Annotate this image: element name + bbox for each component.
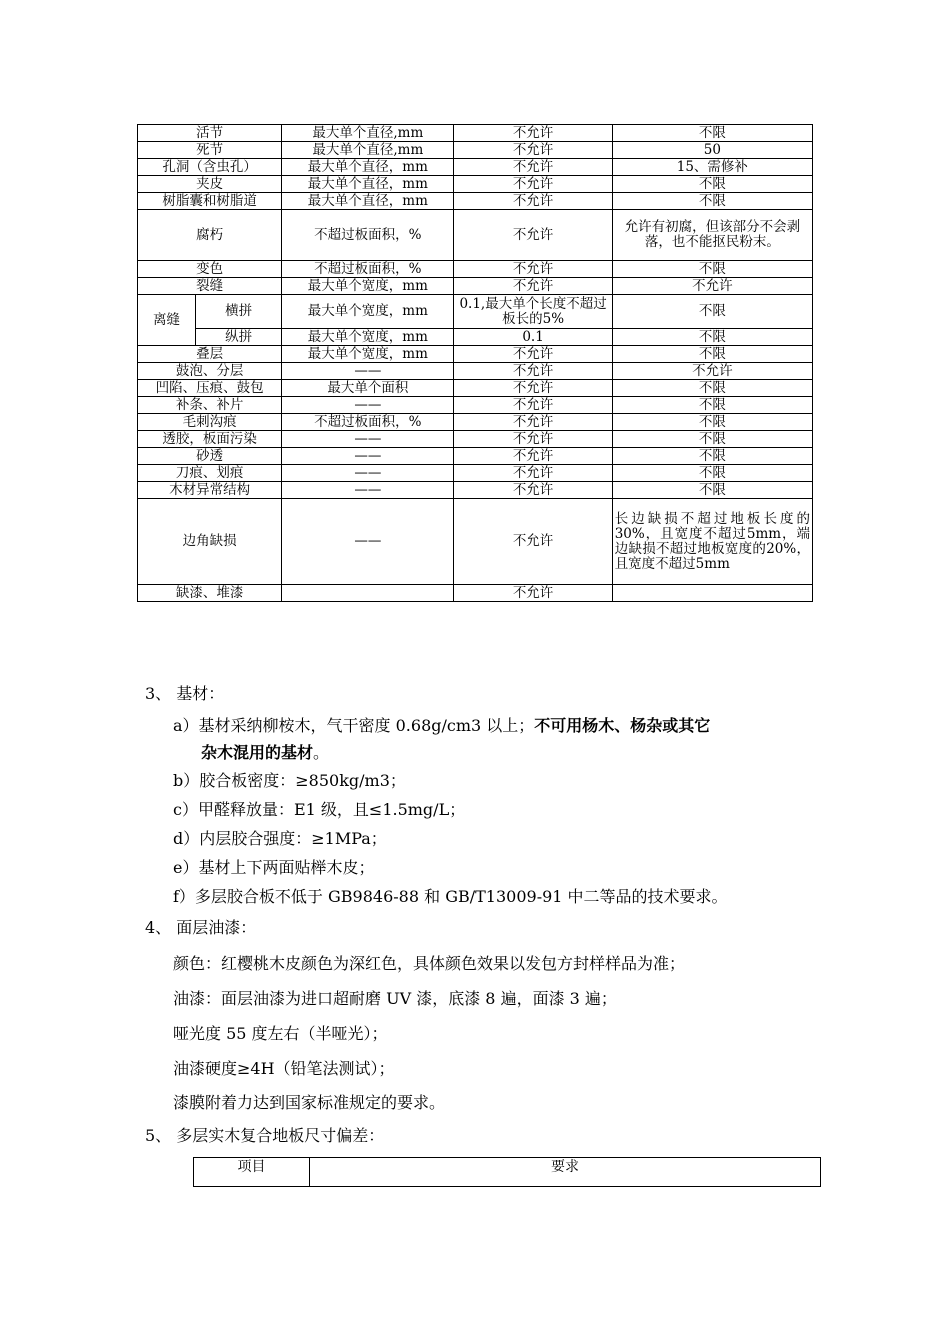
defect-limit: 不限: [612, 329, 812, 346]
defect-measure: 最大单个直径，mm: [282, 193, 454, 210]
defect-name: 刀痕、划痕: [138, 465, 282, 482]
defect-name: 木材异常结构: [138, 482, 282, 499]
defect-limit: 0.1,最大单个长度不超过板长的5%: [454, 295, 612, 329]
table-row: [138, 397, 813, 414]
defect-measure: ——: [282, 465, 454, 482]
defect-limit: 不允许: [454, 482, 612, 499]
defect-limit: 不允许: [454, 380, 612, 397]
defect-limit: 不限: [612, 380, 812, 397]
item-a-bold: 不可用杨木、杨杂或其它: [534, 716, 711, 735]
defect-name: 补条、补片: [138, 397, 282, 414]
defect-measure: 不超过板面积，%: [282, 261, 454, 278]
defect-name: 鼓泡、分层: [138, 363, 282, 380]
defect-limit: 不限: [612, 193, 812, 210]
defect-measure: 最大单个面积: [282, 380, 454, 397]
table-row: [138, 142, 813, 159]
item-a-bold-cont: 杂木混用的基材: [201, 743, 314, 762]
defect-measure: 不超过板面积，%: [282, 210, 454, 261]
defect-name: 缺漆、堆漆: [138, 585, 282, 602]
table-row: [138, 210, 813, 261]
defect-table: [137, 124, 813, 602]
table-row: [138, 499, 813, 585]
table-row: [138, 295, 813, 329]
item-a-end: 。: [313, 743, 330, 762]
defect-limit: 不限: [612, 397, 812, 414]
table-row: [138, 346, 813, 363]
defect-limit: 不允许: [454, 278, 612, 295]
defect-limit: 不允许: [454, 465, 612, 482]
table-row: [138, 125, 813, 142]
section-3-item-f: f）多层胶合板不低于 GB9846-88 和 GB/T13009-91 中二等品的技术要求。: [173, 887, 728, 906]
defect-limit: 不允许: [454, 414, 612, 431]
section-4-heading: 4、 面层油漆：: [145, 918, 257, 937]
defect-name: 裂缝: [138, 278, 282, 295]
defect-limit: 不允许: [612, 363, 812, 380]
table-row: [138, 159, 813, 176]
section-4-line: 哑光度 55 度左右（半哑光）；: [173, 1024, 388, 1043]
defect-limit: 不允许: [612, 278, 812, 295]
defect-name: 横拼: [196, 295, 282, 329]
defect-name: 腐朽: [138, 210, 282, 261]
table-row: [138, 431, 813, 448]
defect-limit: 50: [612, 142, 812, 159]
section-3-item-c: c）甲醛释放量：E1 级，且≤1.5mg/L；: [173, 800, 466, 819]
defect-name: 活节: [138, 125, 282, 142]
defect-name: 砂透: [138, 448, 282, 465]
defect-limit: 不限: [612, 465, 812, 482]
section-5-heading: 5、 多层实木复合地板尺寸偏差：: [145, 1126, 385, 1145]
defect-measure: ——: [282, 431, 454, 448]
table-row: [138, 585, 813, 602]
defect-limit: 不限: [612, 261, 812, 278]
table-row: [138, 465, 813, 482]
defect-limit: 0.1: [454, 329, 612, 346]
defect-measure: ——: [282, 499, 454, 585]
defect-limit: 不限: [612, 295, 812, 329]
defect-measure: 最大单个直径,mm: [282, 142, 454, 159]
defect-name: 孔洞（含虫孔）: [138, 159, 282, 176]
defect-name: 透胶，板面污染: [138, 431, 282, 448]
defect-measure: ——: [282, 397, 454, 414]
defect-name: 夹皮: [138, 176, 282, 193]
dimension-table: [193, 1157, 821, 1187]
section-3-item-d: d）内层胶合强度：≥1MPa；: [173, 829, 387, 848]
defect-measure: ——: [282, 448, 454, 465]
defect-limit: 不限: [612, 125, 812, 142]
section-4-line: 油漆硬度≥4H（铅笔法测试）；: [173, 1059, 395, 1078]
defect-limit: 不允许: [454, 261, 612, 278]
defect-measure: ——: [282, 482, 454, 499]
defect-measure: 最大单个宽度，mm: [282, 278, 454, 295]
table-row: [138, 176, 813, 193]
defect-name: 凹陷、压痕、鼓包: [138, 380, 282, 397]
defect-limit: 不允许: [454, 142, 612, 159]
defect-name: 变色: [138, 261, 282, 278]
section-3-heading: 3、 基材：: [145, 684, 225, 703]
defect-limit: 不允许: [454, 431, 612, 448]
defect-limit: 不允许: [454, 448, 612, 465]
section-4-line: 油漆：面层油漆为进口超耐磨 UV 漆，底漆 8 遍，面漆 3 遍；: [173, 989, 617, 1008]
defect-limit: 不允许: [454, 499, 612, 585]
defect-measure: ——: [282, 363, 454, 380]
defect-measure: [282, 585, 454, 602]
section-3-item-b: b）胶合板密度：≥850kg/m3；: [173, 771, 406, 790]
defect-limit: 不允许: [454, 193, 612, 210]
item-a-text: a）基材采纳柳桉木，气干密度 0.68g/cm3 以上；: [173, 716, 535, 735]
defect-limit: 不允许: [454, 397, 612, 414]
defect-limit: 不限: [612, 346, 812, 363]
section-3-item-a-cont: [201, 743, 329, 763]
table-row: [138, 278, 813, 295]
column-header-requirement: 要求: [310, 1158, 821, 1187]
table-header-row: [194, 1158, 821, 1187]
defect-measure: 不超过板面积，%: [282, 414, 454, 431]
table-row: [138, 380, 813, 397]
table-row: [138, 261, 813, 278]
section-4-line: 颜色：红樱桃木皮颜色为深红色，具体颜色效果以发包方封样样品为准；: [173, 954, 686, 973]
defect-limit: [612, 585, 812, 602]
table-row: [138, 329, 813, 346]
column-header-item: 项目: [194, 1158, 310, 1187]
table-row: [138, 363, 813, 380]
defect-limit: 不允许: [454, 210, 612, 261]
defect-limit: 长边缺损不超过地板长度的 30%，且宽度不超过5mm，端边缺损不超过地板宽度的20%，且宽度不超过5mm: [612, 499, 812, 585]
defect-limit: 不允许: [454, 176, 612, 193]
defect-limit: 允许有初腐，但该部分不会剥落，也不能抠民粉末。: [612, 210, 812, 261]
defect-limit: 不允许: [454, 125, 612, 142]
defect-limit: 15、需修补: [612, 159, 812, 176]
defect-measure: 最大单个直径,mm: [282, 125, 454, 142]
table-row: [138, 482, 813, 499]
defect-measure: 最大单个宽度，mm: [282, 295, 454, 329]
table-row: [138, 193, 813, 210]
table-row: [138, 448, 813, 465]
defect-measure: 最大单个直径，mm: [282, 176, 454, 193]
defect-name: 边角缺损: [138, 499, 282, 585]
defect-measure: 最大单个宽度，mm: [282, 346, 454, 363]
section-4-line: 漆膜附着力达到国家标准规定的要求。: [173, 1093, 446, 1112]
defect-limit: 不限: [612, 414, 812, 431]
defect-measure: 最大单个宽度，mm: [282, 329, 454, 346]
gap-label: 离缝: [138, 295, 196, 346]
defect-limit: 不限: [612, 176, 812, 193]
defect-measure: 最大单个直径，mm: [282, 159, 454, 176]
defect-limit: 不限: [612, 482, 812, 499]
table-row: [138, 414, 813, 431]
defect-limit: 不允许: [454, 363, 612, 380]
section-3-item-a: [173, 716, 710, 736]
defect-name: 纵拼: [196, 329, 282, 346]
defect-limit: 不限: [612, 431, 812, 448]
defect-limit: 不允许: [454, 159, 612, 176]
defect-limit: 不允许: [454, 585, 612, 602]
defect-name: 树脂囊和树脂道: [138, 193, 282, 210]
defect-limit: 不允许: [454, 346, 612, 363]
defect-name: 叠层: [138, 346, 282, 363]
defect-name: 死节: [138, 142, 282, 159]
defect-limit: 不限: [612, 448, 812, 465]
section-3-item-e: e）基材上下两面贴榉木皮；: [173, 858, 375, 877]
defect-name: 毛刺沟痕: [138, 414, 282, 431]
